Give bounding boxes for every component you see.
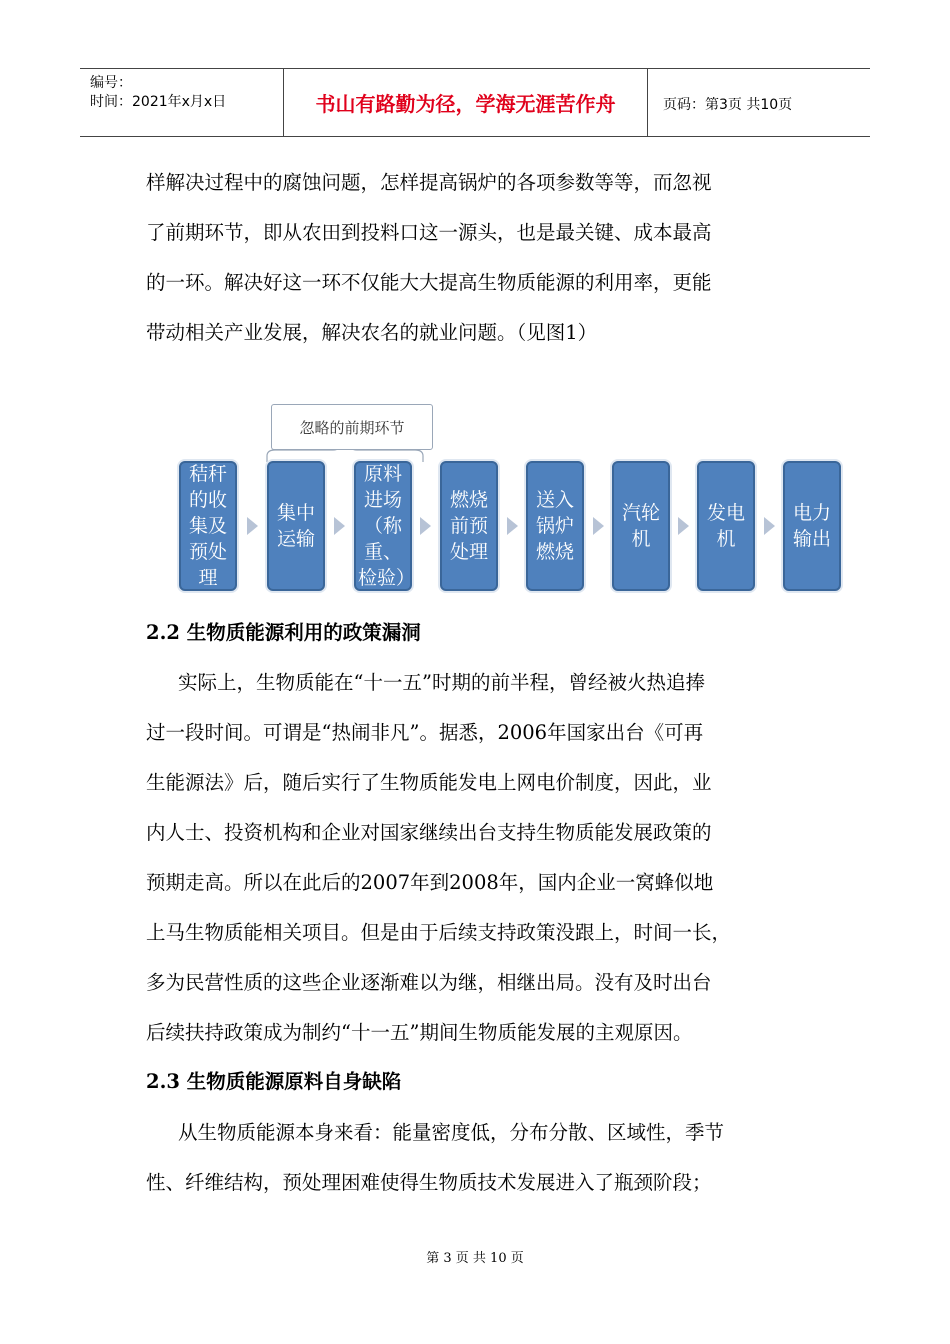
flow-step-generator: 发电机 [697,461,755,591]
flow-step-boiler: 送入锅炉燃烧 [526,461,584,591]
flow-arrow-icon [764,517,775,535]
text-line: 样解决过程中的腐蚀问题，怎样提高锅炉的各项参数等等，而忽视 [146,171,712,194]
flow-step-material-intake: 原料进场（称重、检验） [354,461,412,591]
text-line: 过一段时间。可谓是“热闹非凡”。据悉，2006年国家出台《可再 [146,721,704,744]
flow-step-pretreatment: 燃烧前预处理 [440,461,498,591]
text-line: 后续扶持政策成为制约“十一五”期间生物质能发展的主观原因。 [146,1021,693,1044]
flow-arrow-icon [678,517,689,535]
document-number-label: 编号： [90,75,132,91]
page-header [80,68,870,137]
text-line: 了前期环节，即从农田到投料口这一源头，也是最关键、成本最高 [146,221,712,244]
process-flow-diagram [175,404,845,604]
text-line: 上马生物质能相关项目。但是由于后续支持政策没跟上，时间一长， [146,921,732,944]
section-heading-2-3: 2.3 生物质能源原料自身缺陷 [146,1070,402,1093]
flow-step-straw-collection: 秸秆的收集及预处理 [179,461,237,591]
flow-arrow-icon [507,517,518,535]
document-time-label: 时间：2021年x月x日 [90,94,227,110]
header-motto: 书山有路勤为径，学海无涯苦作舟 [284,69,648,136]
flow-step-transport: 集中运输 [267,461,325,591]
text-line: 性、纤维结构，预处理困难使得生物质技术发展进入了瓶颈阶段； [146,1171,712,1194]
flow-arrow-icon [334,517,345,535]
flow-arrow-icon [420,517,431,535]
flow-arrow-icon [593,517,604,535]
ignored-stage-callout: 忽略的前期环节 [271,404,433,450]
text-line: 的一环。解决好这一环不仅能大大提高生物质能源的利用率，更能 [146,271,712,294]
page-footer: 第 3 页 共 10 页 [426,1251,524,1266]
section-2-2-paragraph [146,658,826,1058]
text-line: 内人士、投资机构和企业对国家继续出台支持生物质能发展政策的 [146,821,712,844]
section-2-3-paragraph [146,1108,826,1208]
flow-step-turbine: 汽轮机 [612,461,670,591]
text-line: 生能源法》后，随后实行了生物质能发电上网电价制度，因此，业 [146,771,712,794]
text-line: 带动相关产业发展，解决农名的就业问题。（见图1） [146,321,598,344]
flow-step-power-output: 电力输出 [783,461,841,591]
header-page-info: 页码：第3页 共10页 [663,97,793,113]
text-line: 从生物质能源本身来看：能量密度低，分布分散、区域性，季节 [178,1121,725,1144]
text-line: 实际上，生物质能在“十一五”时期的前半程，曾经被火热追捧 [178,671,705,694]
flow-arrow-icon [247,517,258,535]
text-line: 多为民营性质的这些企业逐渐难以为继，相继出局。没有及时出台 [146,971,712,994]
text-line: 预期走高。所以在此后的2007年到2008年，国内企业一窝蜂似地 [146,871,714,894]
intro-paragraph [146,158,826,358]
header-meta-cell [80,69,284,136]
section-heading-2-2: 2.2 生物质能源利用的政策漏洞 [146,621,421,644]
